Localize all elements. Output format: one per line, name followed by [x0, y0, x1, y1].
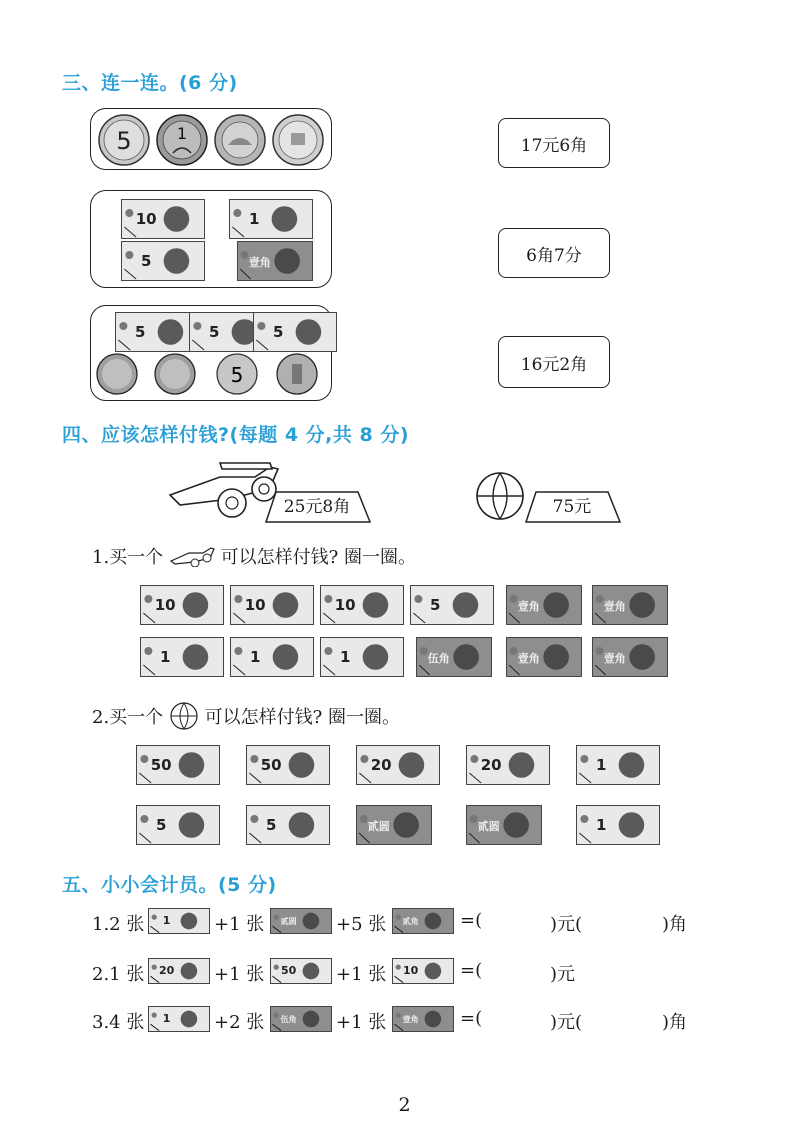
note-5-yuan[interactable] [410, 585, 494, 629]
banknote-graphic [148, 958, 210, 984]
note-2-jiao [392, 908, 454, 939]
calc-line-1 [92, 906, 732, 938]
banknote-graphic [136, 805, 220, 845]
note-1-jiao[interactable] [592, 585, 668, 629]
note-background [321, 586, 404, 625]
note-1-yuan [148, 908, 210, 939]
calc-line-2 [92, 956, 732, 988]
note-background [411, 586, 494, 625]
section-3-title: 三、连一连。(6 分) [62, 72, 238, 94]
note-portrait [303, 1011, 320, 1028]
note-1-yuan [148, 1006, 210, 1037]
note-emblem [234, 595, 242, 603]
banknote-graphic [392, 958, 454, 984]
note-denomination: 1 [595, 815, 607, 834]
note-1-jiao[interactable] [506, 637, 582, 681]
note-portrait [425, 1011, 442, 1028]
note-background [116, 313, 199, 352]
note-emblem [510, 595, 518, 603]
note-portrait [453, 644, 479, 670]
banknote-graphic [356, 745, 440, 785]
note-denomination: 贰圆 [367, 819, 390, 833]
calc-text: )角 [662, 1012, 688, 1033]
note-denomination: 1 [595, 755, 607, 774]
note-emblem [360, 755, 368, 763]
calc-line-3 [92, 1004, 732, 1036]
answer-box-1[interactable]: 17元6角 [498, 118, 610, 168]
calc-text: +2 张 [214, 1012, 265, 1033]
note-portrait [272, 206, 298, 232]
note-denomination: 10 [135, 209, 157, 228]
note-emblem [119, 322, 127, 330]
note-denomination: 5 [265, 815, 277, 834]
note-background [577, 806, 660, 845]
note-portrait [303, 913, 320, 930]
note-background [141, 638, 224, 677]
note-portrait [629, 592, 655, 618]
note-background [230, 200, 313, 239]
note-portrait [181, 913, 198, 930]
note-emblem [414, 595, 422, 603]
section-4-title: 四、应该怎样付钱?(每题 4 分,共 8 分) [62, 424, 410, 446]
note-denomination: 壹角 [517, 651, 540, 665]
note-emblem [596, 595, 604, 603]
note-5-yuan [115, 312, 199, 356]
note-denomination: 1 [159, 647, 171, 666]
note-denomination: 10 [154, 595, 176, 614]
page-number: 2 [398, 1094, 411, 1116]
note-10-yuan [121, 199, 205, 243]
note-portrait [393, 812, 419, 838]
note-denomination: 伍角 [427, 651, 450, 665]
note-portrait [425, 913, 442, 930]
banknote-graphic [246, 745, 330, 785]
coin-1-yuan [275, 352, 319, 396]
note-portrait [303, 963, 320, 980]
note-denomination: 5 [140, 251, 152, 270]
note-5-yuan [121, 241, 205, 285]
coin-1-jiao-orchid [95, 352, 139, 396]
basketball-icon [474, 470, 526, 522]
note-denomination: 壹角 [402, 1015, 419, 1025]
note-portrait [619, 812, 645, 838]
note-background [149, 959, 210, 984]
section-5-title: 五、小小会计员。(5 分) [62, 874, 277, 896]
note-emblem [396, 965, 401, 970]
note-background [577, 746, 660, 785]
note-emblem [324, 647, 332, 655]
note-emblem [140, 755, 148, 763]
note-portrait [274, 248, 300, 274]
note-denomination: 贰圆 [280, 917, 297, 927]
coin-emblem [271, 113, 325, 167]
banknote-graphic [140, 637, 224, 677]
note-10-yuan [392, 958, 454, 989]
note-portrait [629, 644, 655, 670]
q2-suffix: 可以怎样付钱? 圈一圈。 [204, 707, 401, 728]
note-denomination: 5 [155, 815, 167, 834]
banknote-graphic [136, 745, 220, 785]
calc-text: 2.1 张 [92, 964, 145, 985]
note-emblem [152, 915, 157, 920]
banknote-graphic [410, 585, 494, 625]
note-5-yuan[interactable] [246, 805, 330, 849]
banknote-graphic [506, 585, 582, 625]
note-denomination: 5 [429, 595, 441, 614]
banknote-graphic [115, 312, 199, 352]
calc-text: 3.4 张 [92, 1012, 145, 1033]
banknote-graphic [576, 745, 660, 785]
note-10-yuan[interactable] [140, 585, 224, 629]
note-1-jiao[interactable] [506, 585, 582, 629]
calc-text: +1 张 [336, 1012, 387, 1033]
note-background [247, 806, 330, 845]
note-emblem [144, 595, 152, 603]
note-portrait [181, 1011, 198, 1028]
note-1-jiao[interactable] [592, 637, 668, 681]
note-background [254, 313, 337, 352]
banknote-graphic [230, 585, 314, 625]
note-1-yuan[interactable] [320, 637, 404, 681]
question-2 [92, 701, 400, 731]
answer-box-2[interactable]: 6角7分 [498, 228, 610, 278]
banknote-graphic [121, 199, 205, 239]
note-portrait [158, 319, 184, 345]
note-portrait [543, 644, 569, 670]
note-emblem [250, 815, 258, 823]
note-denomination: 1 [248, 209, 260, 228]
coin-1-jiao-orchid [155, 113, 209, 167]
calc-text: +5 张 [336, 914, 387, 935]
note-denomination: 20 [370, 755, 392, 774]
banknote-graphic [592, 585, 668, 625]
calc-text: )角 [662, 914, 688, 935]
coin-5-jiao [97, 113, 151, 167]
note-1-yuan[interactable] [140, 637, 224, 681]
question-1 [92, 543, 416, 569]
note-emblem [470, 755, 478, 763]
note-portrait [619, 752, 645, 778]
answer-box-3[interactable]: 16元2角 [498, 336, 610, 388]
note-20-yuan [148, 958, 210, 989]
note-background [357, 746, 440, 785]
coin-digit: 5 [230, 363, 244, 387]
banknote-graphic [140, 585, 224, 625]
banknote-graphic [466, 805, 542, 845]
q2-prefix: 2.买一个 [92, 707, 164, 728]
note-denomination: 1 [162, 1012, 171, 1026]
note-denomination: 壹角 [603, 651, 626, 665]
note-emblem [241, 251, 249, 259]
note-50-yuan [270, 958, 332, 989]
banknote-graphic [237, 241, 313, 281]
note-background [231, 586, 314, 625]
note-2-yuan [270, 908, 332, 939]
note-emblem [420, 647, 428, 655]
note-background [467, 746, 550, 785]
note-5-yuan [253, 312, 337, 356]
note-portrait [509, 752, 535, 778]
note-denomination: 壹角 [603, 599, 626, 613]
note-portrait [181, 963, 198, 980]
coin-1-jiao-orchid [153, 352, 197, 396]
note-emblem [125, 209, 133, 217]
note-2-yuan[interactable] [466, 805, 542, 849]
note-background [149, 909, 210, 934]
note-background [231, 638, 314, 677]
note-emblem [193, 322, 201, 330]
note-emblem [396, 915, 401, 920]
note-background [122, 200, 205, 239]
coin-digit: 5 [116, 127, 132, 155]
coin-group-1[interactable] [90, 108, 332, 170]
banknote-graphic [121, 241, 205, 281]
note-denomination: 50 [260, 755, 282, 774]
note-5-jiao [270, 1006, 332, 1037]
note-denomination: 1 [339, 647, 351, 666]
calc-text: )元 [550, 964, 576, 985]
coin-5-jiao [215, 352, 259, 396]
note-1-jiao [237, 241, 313, 285]
note-emblem [510, 647, 518, 655]
note-emblem [152, 965, 157, 970]
race-car-small-icon [169, 545, 215, 567]
ball-price: 75元 [552, 497, 592, 517]
note-denomination: 50 [280, 964, 297, 978]
note-portrait [399, 752, 425, 778]
coin-1-jiao-old [213, 113, 267, 167]
banknote-graphic [253, 312, 337, 352]
calc-text: )元( [550, 914, 583, 935]
note-background [141, 586, 224, 625]
banknote-graphic [466, 745, 550, 785]
note-50-yuan[interactable] [136, 745, 220, 789]
note-portrait [296, 319, 322, 345]
calc-text: )元( [550, 1012, 583, 1033]
note-portrait [179, 812, 205, 838]
q1-prefix: 1.买一个 [92, 547, 164, 568]
note-5-jiao[interactable] [416, 637, 492, 681]
note-denomination: 贰角 [402, 917, 419, 927]
note-portrait [425, 963, 442, 980]
banknote-graphic [506, 637, 582, 677]
note-emblem [360, 815, 368, 823]
banknote-graphic [270, 908, 332, 934]
calc-text: =( [460, 960, 483, 981]
banknote-graphic [356, 805, 432, 845]
note-portrait [363, 592, 389, 618]
banknote-graphic [416, 637, 492, 677]
note-background [149, 1007, 210, 1032]
note-portrait [543, 592, 569, 618]
note-portrait [273, 644, 299, 670]
note-1-yuan [229, 199, 313, 243]
banknote-graphic [592, 637, 668, 677]
note-emblem [580, 755, 588, 763]
note-denomination: 5 [272, 322, 284, 341]
note-denomination: 1 [162, 914, 171, 928]
note-portrait [183, 644, 209, 670]
note-denomination: 伍角 [280, 1015, 297, 1025]
banknote-graphic [392, 908, 454, 934]
note-50-yuan[interactable] [246, 745, 330, 789]
note-5-yuan[interactable] [136, 805, 220, 849]
note-denomination: 贰圆 [477, 819, 500, 833]
note-denomination: 10 [244, 595, 266, 614]
note-1-yuan[interactable] [576, 805, 660, 849]
banknote-graphic [270, 958, 332, 984]
calc-text: 1.2 张 [92, 914, 145, 935]
banknote-graphic [576, 805, 660, 845]
calc-text: =( [460, 1008, 483, 1029]
note-emblem [144, 647, 152, 655]
note-emblem [250, 755, 258, 763]
calc-text: +1 张 [214, 914, 265, 935]
note-portrait [363, 644, 389, 670]
banknote-graphic [270, 1006, 332, 1032]
note-denomination: 5 [208, 322, 220, 341]
note-denomination: 20 [158, 964, 175, 978]
note-emblem [580, 815, 588, 823]
basketball-small-icon [169, 701, 199, 731]
note-denomination: 壹角 [248, 255, 271, 269]
note-portrait [164, 206, 190, 232]
banknote-graphic [320, 585, 404, 625]
note-denomination: 10 [402, 964, 419, 978]
note-emblem [234, 647, 242, 655]
banknote-graphic [320, 637, 404, 677]
note-emblem [324, 595, 332, 603]
calc-text: +1 张 [214, 964, 265, 985]
banknote-graphic [246, 805, 330, 845]
note-emblem [152, 1013, 157, 1018]
note-denomination: 壹角 [517, 599, 540, 613]
banknote-graphic [148, 908, 210, 934]
note-emblem [596, 647, 604, 655]
note-emblem [274, 965, 279, 970]
calc-text: =( [460, 910, 483, 931]
note-emblem [233, 209, 241, 217]
note-1-jiao [392, 1006, 454, 1037]
note-portrait [179, 752, 205, 778]
note-denomination: 5 [134, 322, 146, 341]
note-emblem [257, 322, 265, 330]
note-denomination: 20 [480, 755, 502, 774]
note-10-yuan[interactable] [320, 585, 404, 629]
note-emblem [274, 1013, 279, 1018]
note-portrait [503, 812, 529, 838]
note-2-yuan[interactable] [356, 805, 432, 849]
note-background [137, 806, 220, 845]
note-portrait [289, 752, 315, 778]
note-group-2[interactable] [90, 190, 332, 288]
note-1-yuan[interactable] [576, 745, 660, 789]
note-emblem [125, 251, 133, 259]
mixed-group-3[interactable] [90, 305, 332, 401]
note-portrait [183, 592, 209, 618]
note-denomination: 50 [150, 755, 172, 774]
banknote-graphic [230, 637, 314, 677]
note-emblem [140, 815, 148, 823]
note-1-yuan[interactable] [230, 637, 314, 681]
note-background [393, 959, 454, 984]
note-background [321, 638, 404, 677]
banknote-graphic [229, 199, 313, 239]
note-portrait [273, 592, 299, 618]
note-denomination: 10 [334, 595, 356, 614]
coin-digit: 1 [176, 124, 188, 143]
calc-text: +1 张 [336, 964, 387, 985]
note-background [122, 242, 205, 281]
banknote-graphic [148, 1006, 210, 1032]
note-background [271, 959, 332, 984]
note-10-yuan[interactable] [230, 585, 314, 629]
note-portrait [453, 592, 479, 618]
car-price: 25元8角 [283, 497, 351, 517]
note-20-yuan[interactable] [356, 745, 440, 789]
note-background [247, 746, 330, 785]
note-emblem [470, 815, 478, 823]
banknote-graphic [392, 1006, 454, 1032]
note-emblem [274, 915, 279, 920]
note-emblem [396, 1013, 401, 1018]
note-denomination: 1 [249, 647, 261, 666]
note-20-yuan[interactable] [466, 745, 550, 789]
note-portrait [289, 812, 315, 838]
note-background [137, 746, 220, 785]
note-portrait [164, 248, 190, 274]
q1-suffix: 可以怎样付钱? 圈一圈。 [220, 547, 417, 568]
